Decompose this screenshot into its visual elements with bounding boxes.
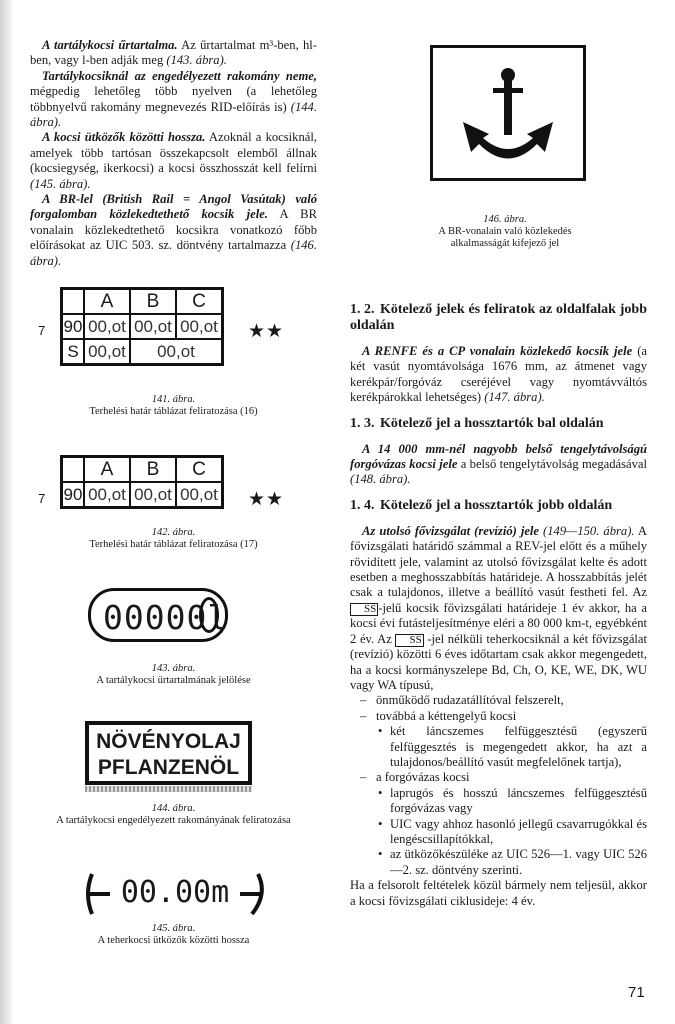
fig142-row1-number: 90	[62, 482, 85, 508]
fig141-side-number: 7	[38, 323, 46, 338]
list-item: • UIC vagy ahhoz hasonló jellegű csavarrugókkal és lengéscsillapítókkal,	[376, 817, 647, 848]
list-item: – a forgóvázas kocsi • laprugós és hosszú láncszemes felfüggesztésű forgóvázas vagy • UIC vagy ahhoz hasonló jellegű csavarrugókkal és lengéscsillapítókkal, • az ütközőkészüléke az UIC 526—1. vagy UIC 526—2. sz. döntvény szerinti.	[350, 770, 647, 878]
fig144-sign-shadow	[85, 786, 252, 792]
fig142-side-number: 7	[38, 491, 46, 506]
fig142-caption: 142. ábra. Terhelési határ táblázat feliratozása (17)	[89, 527, 258, 550]
right-column	[350, 302, 647, 909]
fig143-caption: 143. ábra. A tartálykocsi űrtartalmának jelölése	[96, 663, 251, 686]
heading-1-3: 1. 3. Kötelező jel a hossztartók bal oldalán	[350, 415, 604, 431]
fig146-caption: 146. ábra. A BR-vonalain való közlekedés alkalmasságát kifejező jel	[438, 214, 572, 249]
fig144-line1: NÖVÉNYOLAJ	[96, 730, 241, 753]
fig141-cell: 00,ot	[84, 339, 130, 365]
fig141-cell: 00,ot	[84, 314, 130, 339]
sublist	[376, 724, 647, 770]
paragraph-bogie-distance: A 14 000 mm-nél nagyobb belső tengelytávolságú forgóvázas kocsi jele a belső tengelytávolság megadásával (148. ábra).	[350, 441, 647, 487]
ss-mark-badge: SS	[350, 603, 378, 616]
paragraph-buffer-length: A kocsi ütközők közötti hossza. Azoknál a kocsiknál, amelyek több tartósan összekapcsolt elemből állnak (kocsiegység, ikerkocsi) a kocsi összhosszát kell felírni (145. ábra).	[30, 130, 317, 191]
fig144-load-sign	[85, 721, 252, 785]
fig143-display-text: 00000l	[103, 598, 229, 637]
list-item: – önműködő rudazatállítóval felszerelt,	[350, 693, 647, 708]
paragraph-final: Ha a felsorolt feltételek közül bármely nem teljesül, akkor a kocsi fővizsgálati ciklusideje: 4 év.	[350, 878, 647, 908]
list-item: • két láncszemes felfüggesztésű (egyszerű felfüggesztés is megengedett akkor, ha azt a tulajdonos/beállító vasút megfelelőnek tartja),	[376, 724, 647, 770]
fig145-caption: 145. ábra. A teherkocsi ütközők közötti hossza	[97, 923, 250, 946]
paragraph-revision: Az utolsó fővizsgálat (revízió) jele (149—150. ábra). A fővizsgálati határidő számmal a REV-jel előtt és a műhely rövidített jele, valamint az utolsó fővizsgálat kelte és adott esetben a meghosszabbítás határideje. A hosszabbítás jelét csak a tulajdonos, illetve a beállító vasút festheti fel. Az SS -jelű kocsik fővizsgálati határideje 1 év akkor, ha a kocsi évi futásteljesítménye eléri a 80 000 km-t, egyébként 2 év. Az SS -jel nélküli teherkocsiknál a két fővizsgálat (revízió) közötti 6 éves időtartam csak akkor megengedett, ha a kocsi kormányszelepe Bd, Ch, O, KE, WE, DK, WU vagy WA típusú,	[350, 523, 648, 692]
fig141-header-a: A	[84, 289, 130, 315]
fig141-cell: 00,ot	[130, 339, 223, 365]
fig141-stars: ★★	[248, 321, 285, 342]
fig141-row2-letter: S	[62, 339, 85, 365]
tank-end-icon	[199, 597, 219, 633]
paragraph-br-mark: A BR-lel (British Rail = Angol Vasútak) való forgalomban közlekedtethető kocsik jele. A BR vonalain közlekedtethető kocsikra vonatkozó főbb előírásokat az UIC 503. sz. döntvény tartalmazza (146. ábra).	[30, 192, 317, 268]
fig141-header-b: B	[130, 289, 176, 315]
list-item: • az ütközőkészüléke az UIC 526—1. vagy UIC 526—2. sz. döntvény szerinti.	[376, 847, 647, 878]
fig142-stars: ★★	[248, 489, 285, 510]
sublist	[376, 786, 647, 878]
paragraph-tank-capacity: A tartálykocsi űrtartalma. Az űrtartalmat m³-ben, hl-ben, vagy l-ben adják meg (143. ábra).	[30, 38, 317, 68]
page-number: 71	[628, 984, 645, 1001]
ss-mark-badge: SS	[395, 634, 423, 647]
fig145-length-display: 00.00m	[120, 875, 230, 910]
heading-1-2: 1. 2. Kötelező jelek és feliratok az oldalfalak jobb oldalán	[350, 302, 647, 333]
fig141-cell: 00,ot	[176, 314, 223, 339]
fig142-cell: 00,ot	[130, 482, 176, 508]
heading-1-4: 1. 4. Kötelező jel a hossztartók jobb oldalán	[350, 497, 613, 513]
fig142-cell: 00,ot	[84, 482, 130, 508]
fig142-load-table	[60, 455, 224, 509]
fig142-header-b: B	[130, 457, 176, 483]
fig142-header-a: A	[84, 457, 130, 483]
paragraph-permitted-load: Tartálykocsiknál az engedélyezett rakomány neme, mégpedig lehetőleg több nyelven (a lehetőleg többnyelvű rakomány megnevezés RID-előírás is) (144. ábra).	[30, 68, 317, 130]
fig141-cell: 00,ot	[130, 314, 176, 339]
fig142-header-c: C	[176, 457, 223, 483]
fig146-br-sign	[430, 45, 586, 181]
list-item: • laprugós és hosszú láncszemes felfüggesztésű forgóvázas vagy	[376, 786, 647, 817]
paragraph-renfe-cp: A RENFE és a CP vonalain közlekedő kocsik jele (a két vasút nyomtávolsága 1676 mm, az átmenet vagy kerékpár/forgóváz cseréjével vagy nyomtávváltós kerékpárokkal lehetséges) (147. ábra).	[350, 344, 647, 405]
list-item: – továbbá a kéttengelyű kocsi • két láncszemes felfüggesztésű (egyszerű felfüggesztés is megengedett akkor, ha azt a tulajdonos/beállító vasút megfelelőnek tartja),	[350, 709, 647, 771]
fig144-line2: PFLANZENÖL	[97, 756, 240, 779]
fig141-row1-number: 90	[62, 314, 85, 339]
fig142-cell: 00,ot	[176, 482, 223, 508]
fig143-capacity-display	[88, 588, 228, 642]
fig144-caption: 144. ábra. A tartálykocsi engedélyezett rakományának feliratozása	[56, 803, 291, 826]
fig141-header-c: C	[176, 289, 223, 315]
left-column	[30, 38, 317, 269]
fig141-caption: 141. ábra. Terhelési határ táblázat feliratozása (16)	[89, 394, 258, 417]
conditions-list	[350, 693, 647, 878]
page-edge-shadow	[0, 0, 14, 1024]
anchor-icon	[433, 48, 583, 178]
fig141-load-table	[60, 287, 224, 366]
